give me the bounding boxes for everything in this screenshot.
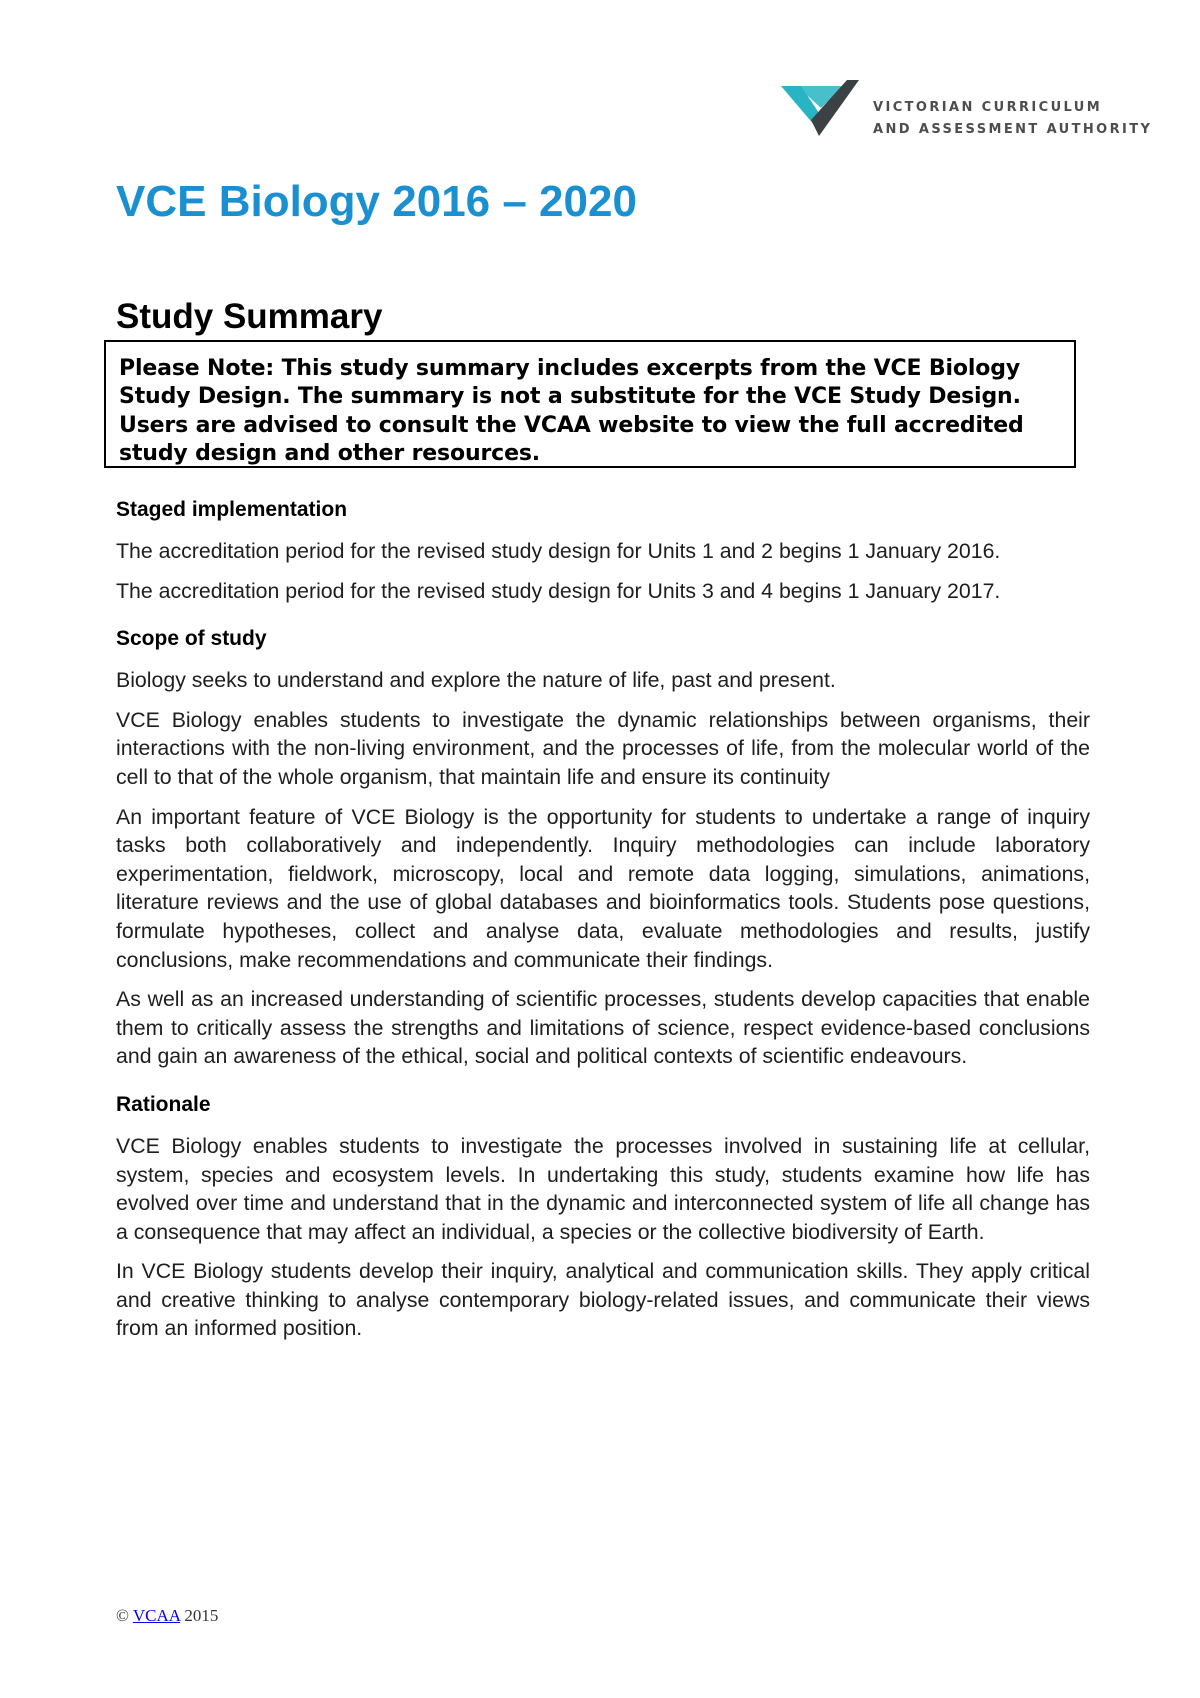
section-scope-of-study [116,625,1090,1071]
logo-line-2: AND ASSESSMENT AUTHORITY [873,122,1153,137]
section-heading: Rationale [116,1092,211,1116]
paragraph: An important feature of VCE Biology is the opportunity for students to undertake a range of inquiry tasks both collaboratively and independently. Inquiry methodologies can include laboratory experimentation, fieldwork, microscopy, local and remote data logging, simulations, animations, literature reviews and the use of global databases and bioinformatics tools. Students pose questions, formulate hypotheses, collect and analyse data, evaluate methodologies and results, justify conclusions, make recommendations and communicate their findings. [116,804,1090,972]
vcaa-link[interactable]: VCAA [132,1606,181,1625]
vcaa-logo [781,80,1153,140]
logo-line-1: VICTORIAN CURRICULUM [873,100,1103,115]
section-heading: Staged implementation [116,498,348,521]
paragraph: VCE Biology enables students to investigate the processes involved in sustaining life at cellular, system, species and ecosystem levels. In undertaking this study, students examine how life has evolved over time and understand that in the dynamic and interconnected system of life all change has a consequence that may affect an individual, a species or the collective biodiversity of Earth. [116,1133,1090,1244]
paragraph: The accreditation period for the revised study design for Units 1 and 2 begins 1 January 2016. [116,539,1001,563]
document-content [116,496,1090,1363]
paragraph: Biology seeks to understand and explore the nature of life, past and present. [116,668,836,693]
note-box [104,340,1076,468]
page-subtitle: Study Summary [116,297,383,336]
copyright-symbol: © [116,1606,129,1625]
page-title: VCE Biology 2016 – 2020 [116,177,637,226]
paragraph: As well as an increased understanding of scientific processes, students develop capacities that enable them to critically assess the strengths and limitations of science, respect evidence-based conclusions and gain an awareness of the ethical, social and political contexts of scientific endeavours. [116,987,1090,1069]
section-heading: Scope of study [116,627,267,651]
footer [116,1606,218,1626]
paragraph: The accreditation period for the revised study design for Units 3 and 4 begins 1 January 2017. [116,578,1001,603]
logo-wordmark [873,97,1152,141]
footer-year: 2015 [184,1606,219,1625]
vcaa-chevron-logo-icon [781,80,869,140]
paragraph: In VCE Biology students develop their inquiry, analytical and communication skills. They apply critical and creative thinking to analyse contemporary biology-related issues, and communicate their views from an informed position. [116,1259,1090,1341]
paragraph: VCE Biology enables students to investigate the dynamic relationships between organisms, their interactions with the non-living environment, and the processes of life, from the molecular world of the cell to that of the whole organism, that maintain life and ensure its continuity [116,707,1090,789]
section-rationale [116,1091,1090,1343]
note-text: Please Note: This study summary includes excerpts from the VCE Biology Study Design. The summary is not a substitute for the VCE Study Design. Users are advised to consult the VCAA website to view the full accredited study design and other resources. [119,356,1024,466]
section-staged-implementation [116,496,1090,605]
